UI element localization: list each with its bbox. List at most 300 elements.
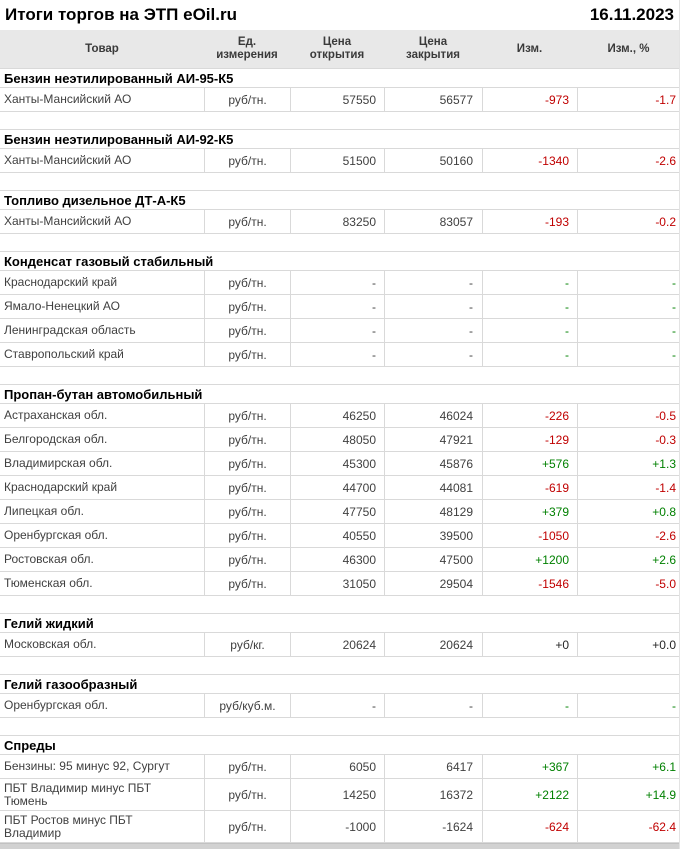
close-price-cell: [384, 755, 482, 778]
open-price-cell-text: -1000: [345, 819, 376, 834]
unit-cell: [204, 428, 290, 451]
report-date: 16.11.2023: [589, 5, 674, 24]
unit-cell: [204, 271, 290, 294]
change-cell: [482, 694, 577, 717]
unit-cell: [204, 694, 290, 717]
close-price-cell: [384, 210, 482, 233]
unit-cell-text: руб/тн.: [228, 323, 267, 338]
product-region-cell: [0, 88, 204, 111]
unit-cell-text: руб/тн.: [228, 299, 267, 314]
change-cell: [482, 524, 577, 547]
section-title-cell: [0, 193, 204, 208]
unit-cell-text: руб/тн.: [228, 275, 267, 290]
close-price-cell: [384, 149, 482, 172]
product-region-cell-text: Бензины: 95 минус 92, Сургут: [4, 759, 170, 773]
change-cell-text: +379: [541, 504, 569, 519]
product-region-cell: [0, 548, 204, 571]
open-price-cell-text: 40550: [342, 528, 376, 543]
product-region-cell: [0, 210, 204, 233]
section-gap: [0, 173, 680, 190]
open-price-cell: [290, 295, 384, 318]
section-gap: [0, 657, 680, 674]
section-title: Бензин неэтилированный АИ-92-К5: [4, 131, 234, 147]
open-price-cell-text: 48050: [342, 432, 376, 447]
close-price-cell: [384, 428, 482, 451]
change-cell: [482, 210, 577, 233]
unit-cell-text: руб/тн.: [228, 528, 267, 543]
change-pct-cell-text: -: [672, 347, 676, 362]
table-row: [0, 524, 680, 548]
unit-cell: [204, 779, 290, 810]
close-price-cell-text: 46024: [439, 408, 473, 423]
change-cell: [482, 343, 577, 366]
change-cell-text: +576: [541, 456, 569, 471]
close-price-cell-text: -: [469, 275, 473, 290]
change-pct-cell-text: -5.0: [655, 576, 676, 591]
close-price-cell: [384, 572, 482, 595]
change-pct-cell: [577, 88, 680, 111]
change-pct-cell: [577, 343, 680, 366]
section-title-cell: [0, 738, 204, 753]
section-header-row: [0, 190, 680, 210]
unit-cell-text: руб/тн.: [228, 819, 267, 834]
change-cell-text: +367: [541, 759, 569, 774]
close-price-cell-text: 39500: [439, 528, 473, 543]
change-pct-cell-text: -: [672, 698, 676, 713]
change-pct-cell: [577, 572, 680, 595]
section-gap: [0, 367, 680, 384]
section-title: Пропан-бутан автомобильный: [4, 386, 203, 402]
unit-cell: [204, 572, 290, 595]
open-price-cell-text: 83250: [342, 214, 376, 229]
change-pct-cell: [577, 295, 680, 318]
change-pct-cell-text: -62.4: [648, 819, 676, 834]
product-region-cell: [0, 343, 204, 366]
open-price-cell-text: 46300: [342, 552, 376, 567]
change-cell-text: +1200: [535, 552, 569, 567]
change-pct-cell: [577, 149, 680, 172]
table-row: [0, 694, 680, 718]
unit-cell-text: руб/тн.: [228, 552, 267, 567]
close-price-cell-text: 56577: [439, 92, 473, 107]
section-title: Спреды: [4, 737, 56, 753]
page-title: Итоги торгов на ЭТП eOil.ru: [5, 5, 237, 24]
product-region-cell-text: Краснодарский край: [4, 275, 118, 289]
table-row: [0, 88, 680, 112]
unit-cell: [204, 548, 290, 571]
table-row: [0, 271, 680, 295]
unit-cell-text: руб/тн.: [228, 759, 267, 774]
change-pct-cell-text: -0.3: [655, 432, 676, 447]
open-price-cell: [290, 694, 384, 717]
close-price-cell: [384, 452, 482, 475]
product-region-cell-text: Ханты-Мансийский АО: [4, 153, 132, 167]
unit-cell-text: руб/тн.: [228, 576, 267, 591]
unit-cell: [204, 295, 290, 318]
change-pct-cell: [577, 452, 680, 475]
change-cell-text: -226: [544, 408, 569, 423]
change-cell: [482, 452, 577, 475]
open-price-cell: [290, 428, 384, 451]
unit-cell: [204, 210, 290, 233]
product-region-cell: [0, 524, 204, 547]
table-header-row: [0, 30, 680, 68]
change-cell: [482, 633, 577, 656]
change-pct-cell: [577, 755, 680, 778]
section-header-row: [0, 68, 680, 88]
change-pct-cell-text: +1.3: [652, 456, 676, 471]
table-row: [0, 428, 680, 452]
close-price-cell-text: 16372: [439, 787, 473, 802]
section-title-cell: [0, 387, 204, 402]
change-cell-text: -: [565, 299, 569, 314]
product-region-cell-text: Тюменская обл.: [4, 576, 93, 590]
unit-cell: [204, 343, 290, 366]
unit-cell-text: руб/куб.м.: [219, 698, 276, 713]
product-region-cell-text: Московская обл.: [4, 637, 97, 651]
close-price-cell-text: 45876: [439, 456, 473, 471]
open-price-cell: [290, 343, 384, 366]
product-region-cell: [0, 572, 204, 595]
close-price-cell: [384, 295, 482, 318]
change-pct-cell-text: -1.4: [655, 480, 676, 495]
open-price-cell: [290, 548, 384, 571]
table-row: [0, 149, 680, 173]
change-pct-cell: [577, 779, 680, 810]
product-region-cell-text: Краснодарский край: [4, 480, 118, 494]
open-price-cell: [290, 271, 384, 294]
horizontal-scrollbar[interactable]: [0, 843, 680, 849]
close-price-cell-text: 50160: [439, 153, 473, 168]
product-region-cell-text: Липецкая обл.: [4, 504, 84, 518]
change-pct-cell-text: -: [672, 323, 676, 338]
table-row: [0, 319, 680, 343]
unit-cell-text: руб/тн.: [228, 787, 267, 802]
unit-cell-text: руб/тн.: [228, 456, 267, 471]
table-row: [0, 811, 680, 843]
unit-cell-text: руб/кг.: [230, 637, 265, 652]
open-price-cell-text: -: [372, 275, 376, 290]
close-price-cell-text: 6417: [446, 759, 473, 774]
open-price-cell: [290, 210, 384, 233]
close-price-cell: [384, 500, 482, 523]
change-pct-cell-text: +6.1: [652, 759, 676, 774]
section-title-cell: [0, 131, 234, 147]
change-cell-text: -: [565, 275, 569, 290]
product-region-cell: [0, 295, 204, 318]
section-header-row: [0, 613, 680, 633]
open-price-cell: [290, 572, 384, 595]
product-region-cell-text: ПБТ Владимир минус ПБТ Тюмень: [4, 780, 152, 808]
product-region-cell: [0, 779, 204, 810]
unit-cell-text: руб/тн.: [228, 408, 267, 423]
column-header-4-text: Изм.: [516, 42, 543, 55]
close-price-cell-text: 44081: [439, 480, 473, 495]
product-region-cell-text: ПБТ Ростов минус ПБТ Владимир: [4, 812, 133, 840]
open-price-cell-text: 31050: [342, 576, 376, 591]
close-price-cell-text: 20624: [439, 637, 473, 652]
unit-cell-text: руб/тн.: [228, 92, 267, 107]
close-price-cell-text: 47500: [439, 552, 473, 567]
unit-cell-text: руб/тн.: [228, 480, 267, 495]
column-header-1-text: Ед. измерения: [216, 36, 278, 61]
close-price-cell-text: -: [469, 698, 473, 713]
close-price-cell: [384, 343, 482, 366]
product-region-cell-text: Оренбургская обл.: [4, 698, 108, 712]
close-price-cell-text: -: [469, 347, 473, 362]
section-header-row: [0, 735, 680, 755]
open-price-cell: [290, 633, 384, 656]
change-cell-text: -: [565, 698, 569, 713]
unit-cell-text: руб/тн.: [228, 432, 267, 447]
product-region-cell-text: Ханты-Мансийский АО: [4, 92, 132, 106]
open-price-cell: [290, 811, 384, 842]
change-pct-cell-text: -: [672, 275, 676, 290]
unit-cell: [204, 633, 290, 656]
product-region-cell-text: Владимирская обл.: [4, 456, 113, 470]
open-price-cell-text: -: [372, 698, 376, 713]
table-row: [0, 210, 680, 234]
product-region-cell-text: Ростовская обл.: [4, 552, 94, 566]
unit-cell: [204, 524, 290, 547]
unit-cell: [204, 811, 290, 842]
change-pct-cell: [577, 271, 680, 294]
close-price-cell-text: 29504: [439, 576, 473, 591]
product-region-cell-text: Белгородская обл.: [4, 432, 108, 446]
unit-cell-text: руб/тн.: [228, 504, 267, 519]
section-header-row: [0, 384, 680, 404]
unit-cell: [204, 500, 290, 523]
close-price-cell: [384, 524, 482, 547]
product-region-cell: [0, 271, 204, 294]
product-region-cell: [0, 811, 204, 842]
section-gap: [0, 234, 680, 251]
change-pct-cell: [577, 694, 680, 717]
section-title-cell: [0, 677, 204, 692]
table-row: [0, 633, 680, 657]
section-gap: [0, 718, 680, 735]
product-region-cell-text: Ямало-Ненецкий АО: [4, 299, 120, 313]
change-cell-text: -129: [544, 432, 569, 447]
close-price-cell-text: -: [469, 323, 473, 338]
change-pct-cell: [577, 404, 680, 427]
column-header-3-text: Цена закрытия: [406, 36, 460, 61]
open-price-cell: [290, 476, 384, 499]
unit-cell: [204, 149, 290, 172]
section-title-cell: [0, 616, 204, 631]
column-header-5-text: Изм., %: [607, 42, 650, 55]
change-cell: [482, 779, 577, 810]
change-cell: [482, 572, 577, 595]
product-region-cell: [0, 755, 204, 778]
change-cell: [482, 755, 577, 778]
change-pct-cell-text: -: [672, 299, 676, 314]
section-title: Бензин неэтилированный АИ-95-К5: [4, 70, 234, 86]
product-region-cell: [0, 319, 204, 342]
change-pct-cell: [577, 428, 680, 451]
unit-cell: [204, 452, 290, 475]
table-row: [0, 548, 680, 572]
unit-cell-text: руб/тн.: [228, 214, 267, 229]
change-pct-cell-text: +0.8: [652, 504, 676, 519]
section-gap: [0, 112, 680, 129]
section-title: Топливо дизельное ДТ-А-К5: [4, 192, 186, 208]
open-price-cell-text: 45300: [342, 456, 376, 471]
open-price-cell: [290, 779, 384, 810]
unit-cell-text: руб/тн.: [228, 347, 267, 362]
close-price-cell: [384, 811, 482, 842]
change-cell-text: -: [565, 347, 569, 362]
section-title-cell: [0, 253, 214, 269]
change-pct-cell-text: -0.2: [655, 214, 676, 229]
change-cell: [482, 271, 577, 294]
change-cell-text: -1546: [538, 576, 569, 591]
change-pct-cell: [577, 500, 680, 523]
change-pct-cell-text: +0.0: [652, 637, 676, 652]
close-price-cell-text: 83057: [439, 214, 473, 229]
close-price-cell-text: 47921: [439, 432, 473, 447]
product-region-cell: [0, 633, 204, 656]
change-pct-cell: [577, 524, 680, 547]
close-price-cell-text: -1624: [442, 819, 473, 834]
column-header-0: [0, 30, 204, 68]
unit-cell: [204, 476, 290, 499]
open-price-cell: [290, 500, 384, 523]
product-region-cell: [0, 404, 204, 427]
open-price-cell: [290, 149, 384, 172]
change-cell-text: -973: [544, 92, 569, 107]
open-price-cell-text: -: [372, 323, 376, 338]
change-cell: [482, 428, 577, 451]
change-pct-cell-text: -0.5: [655, 408, 676, 423]
change-cell: [482, 149, 577, 172]
unit-cell: [204, 319, 290, 342]
change-pct-cell: [577, 548, 680, 571]
product-region-cell: [0, 452, 204, 475]
change-cell-text: +0: [555, 637, 569, 652]
open-price-cell-text: -: [372, 347, 376, 362]
column-header-4: [482, 30, 577, 68]
product-region-cell: [0, 694, 204, 717]
change-cell: [482, 548, 577, 571]
open-price-cell-text: 57550: [342, 92, 376, 107]
open-price-cell: [290, 404, 384, 427]
change-cell-text: -624: [544, 819, 569, 834]
product-region-cell: [0, 428, 204, 451]
section-header-row: [0, 251, 680, 271]
open-price-cell-text: 51500: [342, 153, 376, 168]
product-region-cell-text: Ставропольский край: [4, 347, 124, 361]
change-pct-cell: [577, 476, 680, 499]
column-header-2-text: Цена открытия: [309, 36, 365, 61]
change-pct-cell: [577, 210, 680, 233]
close-price-cell: [384, 779, 482, 810]
product-region-cell: [0, 149, 204, 172]
open-price-cell-text: 44700: [342, 480, 376, 495]
change-cell: [482, 500, 577, 523]
close-price-cell: [384, 548, 482, 571]
product-region-cell-text: Ханты-Мансийский АО: [4, 214, 132, 228]
section-title: Конденсат газовый стабильный: [4, 253, 214, 269]
change-pct-cell-text: -2.6: [655, 153, 676, 168]
open-price-cell: [290, 88, 384, 111]
open-price-cell: [290, 524, 384, 547]
close-price-cell: [384, 476, 482, 499]
table-row: [0, 452, 680, 476]
close-price-cell: [384, 633, 482, 656]
change-cell: [482, 319, 577, 342]
change-cell-text: +2122: [535, 787, 569, 802]
product-region-cell: [0, 500, 204, 523]
section-gap: [0, 596, 680, 613]
change-pct-cell-text: +14.9: [645, 787, 676, 802]
unit-cell: [204, 755, 290, 778]
product-region-cell-text: Ленинградская область: [4, 323, 136, 337]
product-region-cell-text: Оренбургская обл.: [4, 528, 108, 542]
change-cell: [482, 404, 577, 427]
table-row: [0, 755, 680, 779]
product-region-cell-text: Астраханская обл.: [4, 408, 108, 422]
column-header-0-text: Товар: [85, 42, 119, 55]
change-pct-cell: [577, 633, 680, 656]
close-price-cell: [384, 694, 482, 717]
column-header-3: [384, 30, 482, 68]
change-cell-text: -1340: [538, 153, 569, 168]
change-pct-cell: [577, 811, 680, 842]
change-pct-cell-text: +2.6: [652, 552, 676, 567]
open-price-cell-text: 6050: [349, 759, 376, 774]
unit-cell: [204, 88, 290, 111]
close-price-cell-text: 48129: [439, 504, 473, 519]
change-cell: [482, 88, 577, 111]
table-row: [0, 500, 680, 524]
close-price-cell: [384, 271, 482, 294]
table-row: [0, 343, 680, 367]
unit-cell: [204, 404, 290, 427]
column-header-2: [290, 30, 384, 68]
change-cell-text: -193: [544, 214, 569, 229]
unit-cell-text: руб/тн.: [228, 153, 267, 168]
table-row: [0, 295, 680, 319]
report-titlebar: [0, 0, 679, 30]
close-price-cell: [384, 319, 482, 342]
change-pct-cell-text: -1.7: [655, 92, 676, 107]
section-title: Гелий жидкий: [4, 615, 94, 631]
section-header-row: [0, 129, 680, 149]
table-row: [0, 476, 680, 500]
open-price-cell: [290, 452, 384, 475]
table-row: [0, 404, 680, 428]
change-pct-cell: [577, 319, 680, 342]
section-title: Гелий газообразный: [4, 676, 138, 692]
change-cell: [482, 295, 577, 318]
open-price-cell-text: 46250: [342, 408, 376, 423]
close-price-cell-text: -: [469, 299, 473, 314]
open-price-cell-text: 47750: [342, 504, 376, 519]
table-row: [0, 572, 680, 596]
change-cell-text: -1050: [538, 528, 569, 543]
change-pct-cell-text: -2.6: [655, 528, 676, 543]
open-price-cell: [290, 755, 384, 778]
change-cell: [482, 811, 577, 842]
change-cell-text: -: [565, 323, 569, 338]
close-price-cell: [384, 404, 482, 427]
change-cell-text: -619: [544, 480, 569, 495]
change-cell: [482, 476, 577, 499]
column-header-5: [577, 30, 680, 68]
close-price-cell: [384, 88, 482, 111]
product-region-cell: [0, 476, 204, 499]
